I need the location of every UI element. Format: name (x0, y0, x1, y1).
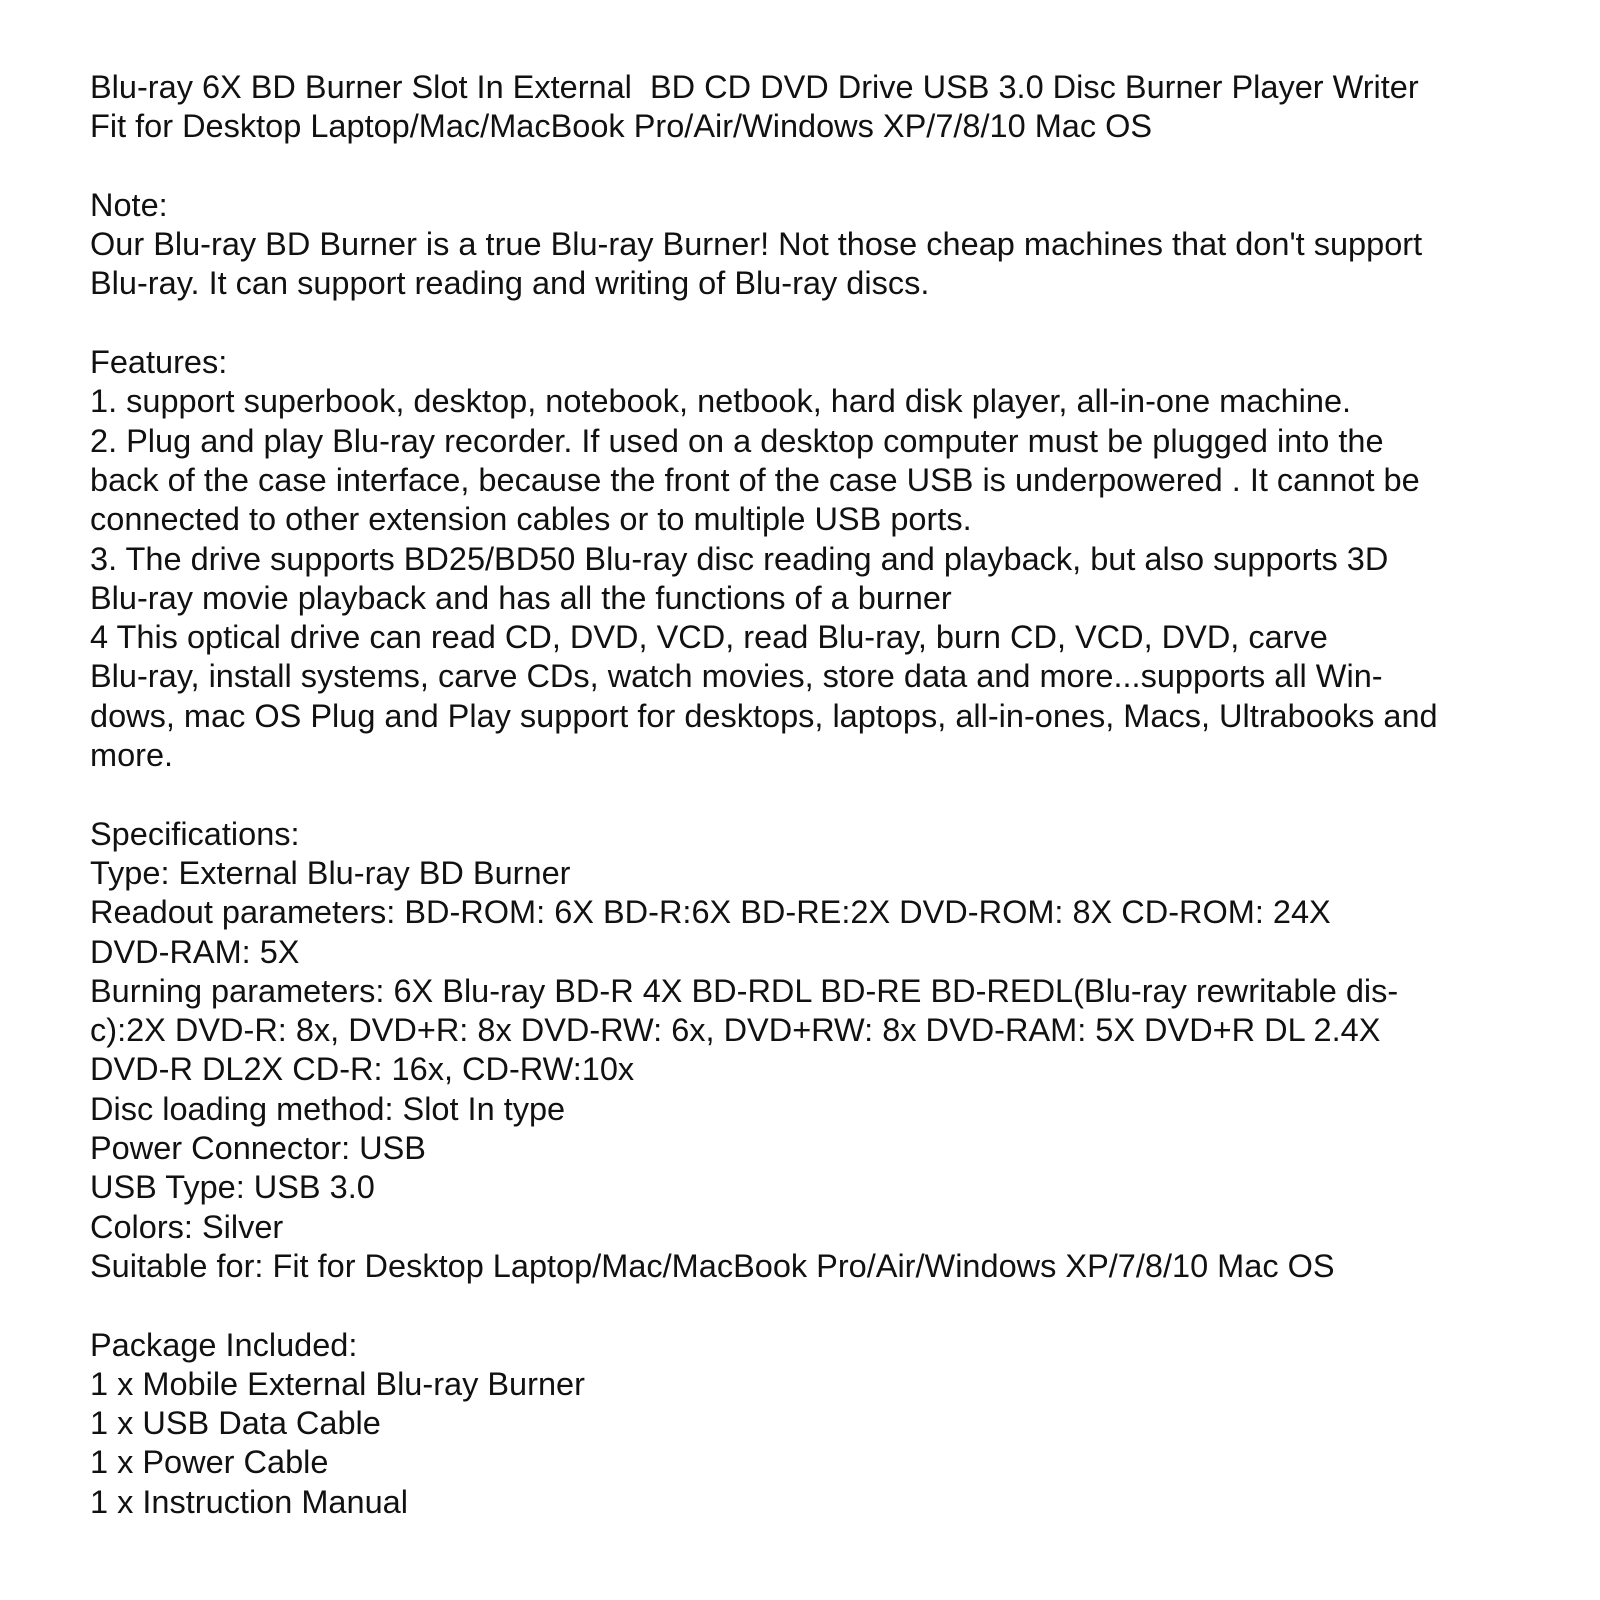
package-item: 1 x USB Data Cable (90, 1405, 381, 1442)
spec-line: Type: External Blu-ray BD Burner (90, 854, 571, 891)
package-section (90, 1326, 1520, 1522)
spec-line: DVD-R DL2X CD-R: 16x, CD-RW:10x (90, 1051, 635, 1088)
spec-line: Suitable for: Fit for Desktop Laptop/Mac/MacBook Pro/Air/Windows XP/7/8/10 Mac OS (90, 1247, 1335, 1284)
feature-line: 4 This optical drive can read CD, DVD, VCD, read Blu-ray, burn CD, VCD, DVD, carve (90, 619, 1328, 656)
spec-line: USB Type: USB 3.0 (90, 1169, 375, 1206)
title-line: Fit for Desktop Laptop/Mac/MacBook Pro/Air/Windows XP/7/8/10 Mac OS (90, 108, 1153, 145)
specifications-section (90, 815, 1520, 1287)
spec-line: Colors: Silver (90, 1208, 284, 1245)
spec-line: Disc loading method: Slot In type (90, 1090, 566, 1127)
paragraph-spacer (90, 147, 1520, 186)
spec-line: DVD-RAM: 5X (90, 933, 300, 970)
feature-line: dows, mac OS Plug and Play support for desktops, laptops, all-in-ones, Macs, Ultrabooks and (90, 697, 1438, 734)
package-heading: Package Included: (90, 1326, 358, 1363)
spec-line: c):2X DVD-R: 8x, DVD+R: 8x DVD-RW: 6x, DVD+RW: 8x DVD-RAM: 5X DVD+R DL 2.4X (90, 1012, 1381, 1049)
paragraph-spacer (90, 1286, 1520, 1325)
features-heading: Features: (90, 344, 228, 381)
product-description (90, 68, 1520, 1522)
feature-line: 2. Plug and play Blu-ray recorder. If used on a desktop computer must be plugged into the (90, 422, 1384, 459)
features-section (90, 343, 1520, 775)
feature-line: Blu-ray, install systems, carve CDs, watch movies, store data and more...supports all Win- (90, 658, 1383, 695)
package-item: 1 x Power Cable (90, 1444, 329, 1481)
paragraph-spacer (90, 304, 1520, 343)
spec-line: Readout parameters: BD-ROM: 6X BD-R:6X BD-RE:2X DVD-ROM: 8X CD-ROM: 24X (90, 894, 1331, 931)
title-line: Blu-ray 6X BD Burner Slot In External BD CD DVD Drive USB 3.0 Disc Burner Player Writer (90, 69, 1419, 105)
note-heading: Note: (90, 186, 168, 223)
specifications-heading: Specifications: (90, 815, 300, 852)
spec-line: Burning parameters: 6X Blu-ray BD-R 4X BD-RDL BD-RE BD-REDL(Blu-ray rewritable dis- (90, 972, 1399, 1009)
feature-line: connected to other extension cables or to multiple USB ports. (90, 501, 972, 538)
note-line: Our Blu-ray BD Burner is a true Blu-ray Burner! Not those cheap machines that don't support (90, 226, 1423, 263)
feature-line: more. (90, 737, 174, 774)
package-item: 1 x Mobile External Blu-ray Burner (90, 1365, 585, 1402)
feature-line: Blu-ray movie playback and has all the functions of a burner (90, 579, 952, 616)
title-section (90, 68, 1520, 147)
feature-line: back of the case interface, because the front of the case USB is underpowered . It cannot be (90, 461, 1420, 498)
note-line: Blu-ray. It can support reading and writing of Blu-ray discs. (90, 265, 930, 302)
spec-line: Power Connector: USB (90, 1130, 426, 1167)
feature-line: 1. support superbook, desktop, notebook, netbook, hard disk player, all-in-one machine. (90, 383, 1352, 420)
paragraph-spacer (90, 775, 1520, 814)
package-item: 1 x Instruction Manual (90, 1483, 408, 1520)
note-section (90, 186, 1520, 304)
feature-line: 3. The drive supports BD25/BD50 Blu-ray disc reading and playback, but also supports 3D (90, 540, 1389, 577)
